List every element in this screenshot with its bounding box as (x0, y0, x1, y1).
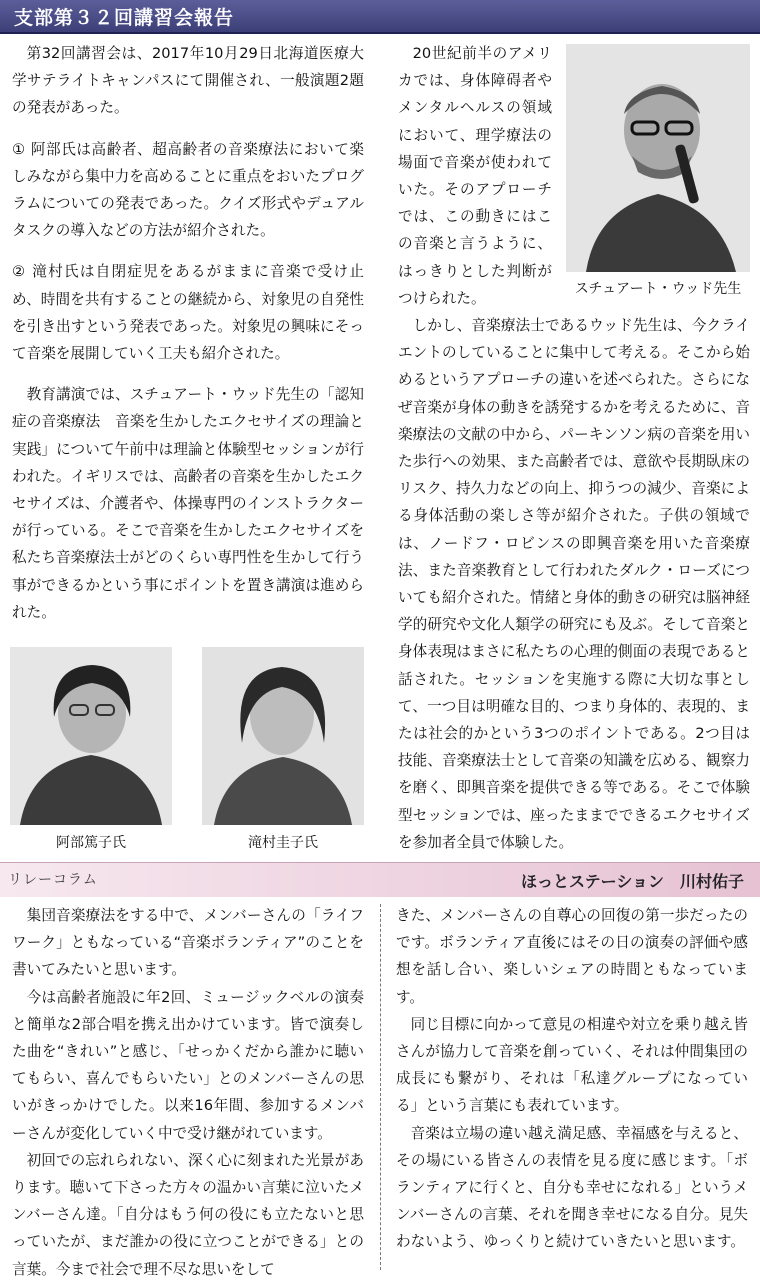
abe-photo (10, 647, 172, 825)
relay-paragraph: 今は高齢者施設に年2回、ミュージックベルの演奏と簡単な2部合唱を携え出かけています。皆で演奏した曲を“きれい”と感じ、「せっかくだから誰かに聴いてもらい、喜んでもらいたい」とのメンバーさんの思いがきっかけでした。以来16年間、参加するメンバーさんが変化していく中で受け継がれています。 (12, 988, 364, 1142)
abe-portrait-image (10, 647, 172, 825)
relay-column-author: ほっとステーション 川村佑子 (520, 872, 744, 891)
report-paragraph: 20世紀前半のアメリカでは、身体障碍者やメンタルヘルスの領域において、理学療法の場面で音楽が使われていた。そのアプローチでは、この動きにはこの音楽と言うように、はっきりとした判断がつけられた。 (398, 45, 552, 307)
relay-paragraph: 音楽は立場の違い越え満足感、幸福感を与えると、その場にいる皆さんの表情を見る度に感じます。「ボランティアに行くと、自分も幸せになれる」というメンバーさんの言葉、それを聞き幸せになる自分。見失わないよう、ゆっくりと続けていきたいと思います。 (396, 1124, 748, 1251)
wood-photo (566, 44, 750, 272)
abe-caption: 阿部篤子氏 (56, 835, 126, 851)
takimura-portrait-image (202, 647, 364, 825)
wood-portrait-image (566, 44, 750, 272)
takimura-caption: 滝村圭子氏 (248, 835, 318, 851)
report-paragraph: 教育講演では、スチュアート・ウッド先生の「認知症の音楽療法 音楽を生かしたエクセサイズの理論と実践」について午前中は理論と体験型セッションが行われた。イギリスでは、高齢者の音楽を生かしたエクセサイズは、介護者や、体操専門のインストラクターが行っている。そこで音楽を生かしたエクセサイズを私たち音楽療法士がどのくらい専門性を生かして行う事ができるかという事にポイントを置き講演は進められた。 (12, 386, 364, 621)
relay-right-column (396, 902, 748, 1256)
report-paragraph: しかし、音楽療法士であるウッド先生は、今クライエントのしていることに集中して考える。そこから始めるというアプローチの違いを述べられた。さらになぜ音楽が身体の動きを誘発するかを考えるために、音楽療法の文献の中から、パーキンソン病の音楽を用いた歩行への効果、また高齢者では、意欲や長期臥床のリスク、持久力などの向上、抑うつの減少、音楽による身体活動の楽しさ等が紹介された。子供の領域では、ノードフ・ロビンスの即興音楽を用いた音楽療法、また音楽教育として行われたダルク・ローズについても紹介された。情緒と身体的動きの研究は脳神経学的研究や文化人類学の研究にも及ぶ。そして音楽と身体表現はまさに私たちの心理的側面の表現であると話された。セッションを実施する際に大切な事として、一つ目は明確な目的、つまり身体的、表現的、または社会的かという3つのポイントである。2つ目は技能、音楽療法士として音楽の知識を広める、観察力を磨く、即興音楽を提供できる等である。そこで体験型セッションでは、座ったままでできるエクセサイズを参加者全員で体験した。 (398, 317, 750, 851)
relay-paragraph: きた、メンバーさんの自尊心の回復の第一歩だったのです。ボランティア直後にはその日の演奏の評価や感想を話し合い、楽しいシェアの時間ともなっています。 (396, 907, 748, 1006)
relay-paragraph: 集団音楽療法をする中で、メンバーさんの「ライフワーク」ともなっている“音楽ボランティア”のことを書いてみたいと思います。 (12, 907, 364, 979)
wood-caption: スチュアート・ウッド先生 (574, 281, 742, 297)
takimura-photo (202, 647, 364, 825)
relay-column-label: リレーコラム (8, 872, 98, 888)
report-left-column (12, 40, 364, 626)
report-paragraph: ② 滝村氏は自閉症児をあるがままに音楽で受け止め、時間を共有することの継続から、対象児の自発性を引き出すという発表であった。対象児の興味にそって音楽を展開していく工夫も紹介された。 (12, 263, 364, 363)
relay-paragraph: 同じ目標に向かって意見の相違や対立を乗り越え皆さんが協力して音楽を創っていく、それは仲間集団の成長にも繋がり、それは「私達グループになっている」という言葉にも表れています。 (396, 1015, 748, 1115)
report-right-intro (398, 40, 552, 312)
report-right-column (398, 312, 750, 856)
section-title: 支部第３２回講習会報告 (14, 7, 235, 29)
relay-left-column (12, 902, 364, 1283)
section-header (0, 0, 760, 34)
relay-column-banner (0, 862, 760, 897)
column-divider (380, 904, 381, 1270)
report-paragraph: 第32回講習会は、2017年10月29日北海道医療大学サテライトキャンパスにて開催され、一般演題2題の発表があった。 (12, 45, 364, 117)
report-paragraph: ① 阿部氏は高齢者、超高齢者の音楽療法において楽しみながら集中力を高めることに重点をおいたプログラムについての発表であった。クイズ形式やデュアルタスクの導入などの方法が紹介された。 (12, 140, 364, 240)
relay-paragraph: 初回での忘れられない、深く心に刻まれた光景があります。聴いて下さった方々の温かい言葉に泣いたメンバーさん達。「自分はもう何の役にも立たないと思っていたが、まだ誰かの役に立つことができる」との言葉。今まで社会で理不尽な思いをして (12, 1151, 364, 1278)
